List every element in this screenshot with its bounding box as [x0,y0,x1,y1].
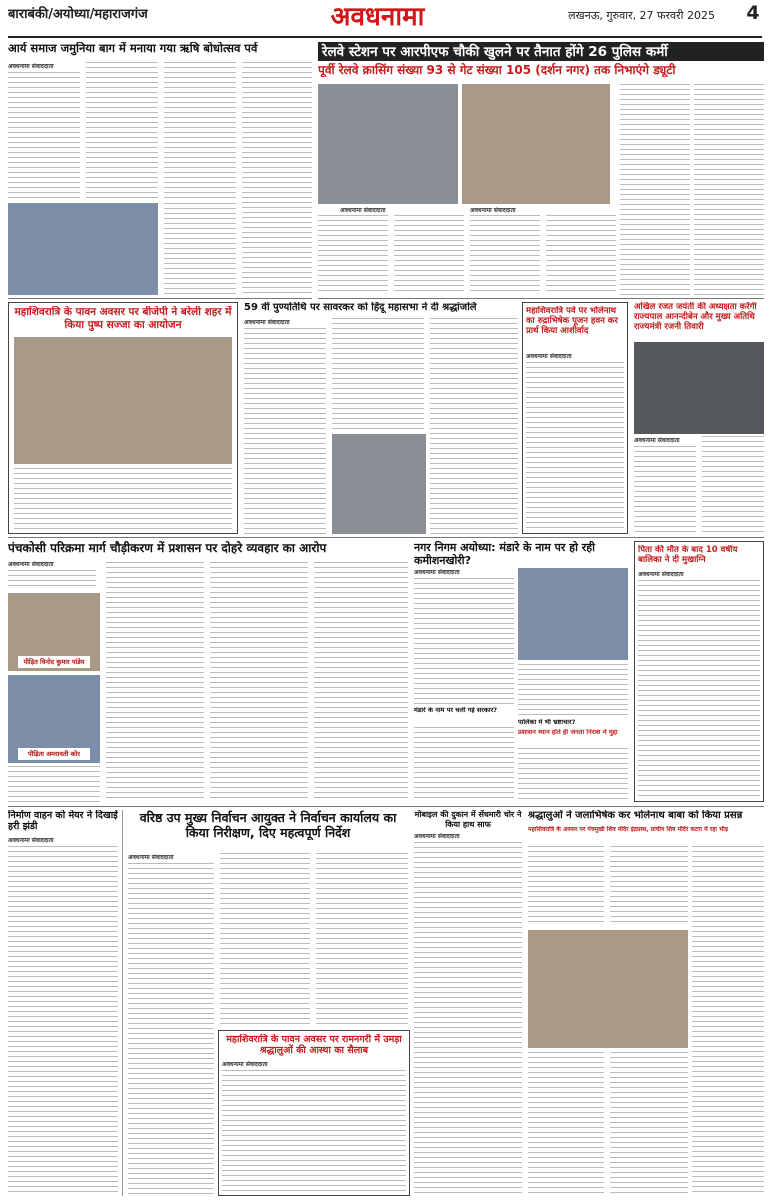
kumbh-byline: अवधनामा संवाददाता [222,1061,268,1068]
divider [8,298,312,299]
masthead-logo: अवधनामा [330,2,425,32]
nagar-nigam-text-col2 [414,727,514,802]
shraddha-text-col1 [528,846,604,926]
railway-byline-1: अवधनामा संवाददाता [340,207,386,214]
arya-text-col5 [242,62,312,295]
shraddha-photo [528,930,688,1048]
divider [8,806,764,807]
kumbh-headline: महाशिवरात्रि के पावन अवसर पर रामनगरी में उमड़ा श्रद्धालुओं की आस्था का सैलाब [226,1034,402,1057]
shivratri-bjp-caption [14,468,232,530]
child-headline: पिता की मौत के बाद 10 वर्षीय बालिका ने दी मुखाग्नि [638,545,738,566]
election-headline: वरिष्ठ उप मुख्य निर्वाचन आयुक्त ने निर्वाचन कार्यालय का किया निरीक्षण, दिए महत्वपूर्ण निर्देश [139,810,397,840]
shraddha-headline: श्रद्धालुओं ने जलाभिषेक कर भोलेनाथ बाबा को किया प्रसन्न [528,810,743,821]
shraddha-text-col3 [610,846,688,926]
railway-headline-sub: पूर्वी रेलवे क्रासिंग संख्या 93 से गेट संख्या 105 (दर्शन नगर) तक निभाएंगे ड्यूटी [318,63,676,77]
page-number: 4 [746,2,760,24]
nagar-nigam-subhead1: मंडारे के नाम पर चली गई सरकार? [414,707,498,714]
arya-text-col3 [164,62,236,200]
sulabh-text-col1 [634,446,696,534]
panchkosi-photo-1-label: पीड़ित विनोद कुमार पांडेय [18,656,90,668]
panchkosi-photo-1 [8,593,100,671]
sulabh-text-col2 [702,436,764,534]
shraddha-text-col4 [610,1052,688,1196]
shraddha-text-col2 [528,1052,604,1196]
mobile-text [414,842,522,1196]
divider [122,810,123,1196]
election-text-col1 [128,863,214,1196]
panchkosi-byline: अवधनामा संवाददाता [8,561,54,568]
nagar-nigam-text-col4 [518,748,628,802]
ward-text [8,846,118,1196]
railway-text-col5 [620,84,690,295]
railway-photo-1 [318,84,458,204]
ward-headline: निर्माण वाहन को मेयर ने दिखाई हरी झंडी [8,810,118,833]
nagar-nigam-byline: अवधनामा संवाददाता [414,569,460,576]
savarkar-headline: 59 वीं पुण्यतिथि पर सावरकर को हिंदू महासभा ने दी श्रद्धांजलि [244,302,477,313]
savarkar-photo [332,434,426,534]
arya-headline: आर्य समाज जमुनिया बाग में मनाया गया ऋषि बोधोत्सव पर्व [8,42,258,55]
railway-text-col4 [546,215,616,295]
savarkar-byline: अवधनामा संवाददाता [244,319,290,326]
nagar-nigam-text-col1 [414,578,514,704]
child-text [638,580,760,798]
arya-text-col4 [164,203,236,295]
panchkosi-text-col0 [8,766,100,802]
sulabh-byline: अवधनामा संवाददाता [634,437,680,444]
arya-text-col1 [8,72,80,200]
bholenath-text [526,362,624,530]
savarkar-text-col1 [244,328,326,534]
election-byline: अवधनामा संवाददाता [128,854,174,861]
child-byline: अवधनामा संवाददाता [638,571,684,578]
nagar-nigam-headline: नगर निगम अयोध्या: मंडारे के नाम पर हो रही कमीशनखोरी? [414,541,595,568]
panchkosi-headline: पंचकोसी परिक्रमा मार्ग चौड़ीकरण में प्रशासन पर दोहरे व्यवहार का आरोप [8,541,327,555]
railway-text-col3 [470,215,540,295]
election-text-col2 [220,853,310,1026]
kumbh-text [222,1070,406,1192]
bholenath-headline: महाशिवरात्रि पर्व पर भोलेनाथ का रुद्राभिषेक पूजन हवन कर प्रार्थ किया आशीर्वाद [526,306,618,337]
savarkar-text-col2 [332,318,424,430]
panchkosi-photo-2 [8,675,100,763]
panchkosi-text-col1 [106,562,204,802]
shraddha-subhead: महाशिवरात्रि के अवसर पर पंचमुखी शिव मंदिर इंद्रप्रस्थ, प्राचीन शिव मंदिर कटरा में रहा भीड़ [528,826,729,833]
railway-headline-main: रेलवे स्टेशन पर आरपीएफ चौकी खुलने पर तैनात होंगे 26 पुलिस कर्मी [318,42,764,61]
panchkosi-text-col2 [210,562,308,802]
nagar-nigam-subhead3: प्रशासन ध्यान होते ही जनता निराश में मुद्दा [518,729,618,736]
arya-photo [8,203,158,295]
mobile-byline: अवधनामा संवाददाता [414,833,460,840]
panchkosi-photo-2-label: पीड़िता अमरावती कोर [18,748,90,760]
divider [318,298,764,299]
panchkosi-text-col3 [314,562,408,802]
sulabh-headline: अखिल रजत जयंती की अध्यक्षता करेंगी राज्यपाल आनन्दीबेन और मुख्य अतिथि राज्यमंत्री रजनी तिवारी [634,302,757,333]
edition-label: बाराबंकी/अयोध्या/महाराजगंज [8,7,148,22]
election-text-col3 [316,853,408,1026]
sulabh-photo [634,342,764,434]
arya-byline: अवधनामा संवाददाता [8,63,54,70]
nagar-nigam-text-col3 [518,664,628,716]
railway-text-col2 [394,215,464,295]
nagar-nigam-subhead2: पालिका में भी भ्रष्टाचार? [518,719,576,726]
divider [8,537,764,538]
mobile-headline: मोबाइल की दुकान में सेंधमारी चोर ने किया हाथ साफ [414,810,522,829]
shivratri-bjp-headline: महाशिवरात्रि के पावन अवसर पर बीजेपी ने बरेली शहर में किया पुष्प सज्जा का आयोजन [14,306,232,331]
shraddha-text-col5 [692,846,764,1196]
railway-text-col6 [694,84,764,295]
ward-byline: अवधनामा संवाददाता [8,837,54,844]
issue-date: लखनऊ, गुरुवार, 27 फरवरी 2025 [568,9,715,22]
nagar-nigam-photo [518,568,628,660]
bholenath-byline: अवधनामा संवाददाता [526,353,572,360]
savarkar-text-col3 [430,318,518,534]
arya-text-col2 [86,62,158,200]
header-rule [8,36,762,38]
shivratri-bjp-photo [14,337,232,464]
railway-byline-2: अवधनामा संवाददाता [470,207,516,214]
railway-text-col1 [318,215,388,295]
panchkosi-lead [8,570,96,590]
railway-photo-2 [462,84,610,204]
